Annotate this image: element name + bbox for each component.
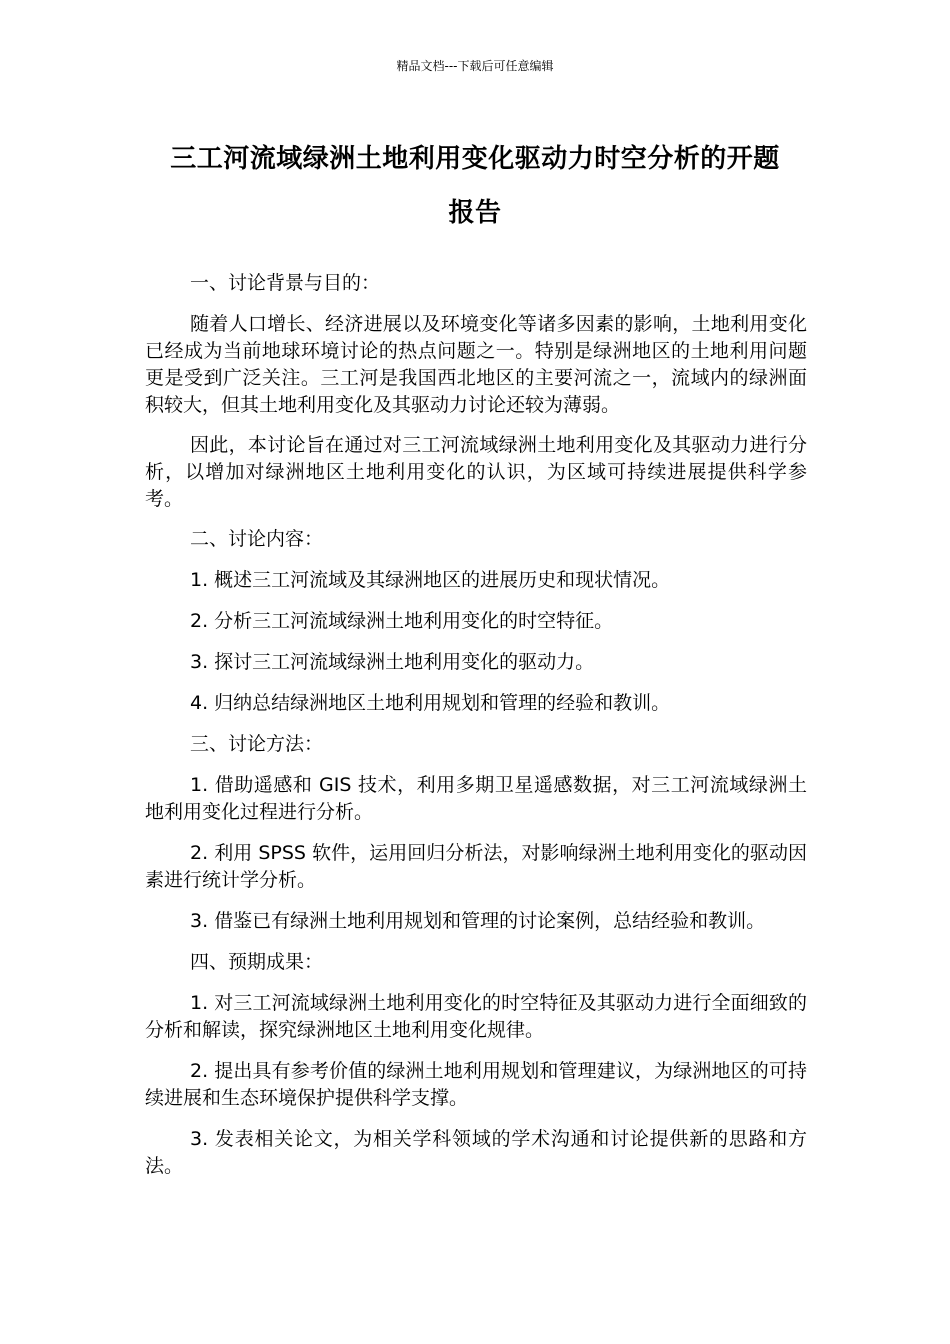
outcome-item: 3. 发表相关论文，为相关学科领域的学术沟通和讨论提供新的思路和方法。 [145,1128,807,1177]
method-item: 2. 利用 SPSS 软件，运用回归分析法，对影响绿洲土地利用变化的驱动因素进行统计学分析。 [145,842,807,891]
section-heading-outcomes: 四、预期成果： [190,951,324,973]
method-item: 1. 借助遥感和 GIS 技术，利用多期卫星遥感数据，对三工河流域绿洲土地利用变化过程进行分析。 [145,774,807,823]
document-title [145,132,805,240]
content-item: 3. 探讨三工河流域绿洲土地利用变化的驱动力。 [190,651,595,673]
section-heading-background: 一、讨论背景与目的： [190,272,381,294]
outcome-item: 1. 对三工河流域绿洲土地利用变化的时空特征及其驱动力进行全面细致的分析和解读，探究绿洲地区土地利用变化规律。 [145,992,807,1041]
page-header: 精品文档---下载后可任意编辑 [396,59,554,73]
content-item: 2. 分析三工河流域绿洲土地利用变化的时空特征。 [190,610,614,632]
background-paragraph: 随着人口增长、经济进展以及环境变化等诸多因素的影响，土地利用变化已经成为当前地球环境讨论的热点问题之一。特别是绿洲地区的土地利用问题更是受到广泛关注。三工河是我国西北地区的主要河流之一，流域内的绿洲面积较大，但其土地利用变化及其驱动力讨论还较为薄弱。 [145,313,807,416]
title-line-1: 三工河流域绿洲土地利用变化驱动力时空分析的开题 [170,144,780,174]
purpose-paragraph: 因此，本讨论旨在通过对三工河流域绿洲土地利用变化及其驱动力进行分析，以增加对绿洲地区土地利用变化的认识，为区域可持续进展提供科学参考。 [145,434,807,510]
content-item: 1. 概述三工河流域及其绿洲地区的进展历史和现状情况。 [190,569,671,591]
content-item: 4. 归纳总结绿洲地区土地利用规划和管理的经验和教训。 [190,692,671,714]
section-heading-methods: 三、讨论方法： [190,733,324,755]
outcome-item: 2. 提出具有参考价值的绿洲土地利用规划和管理建议，为绿洲地区的可持续进展和生态环境保护提供科学支撑。 [145,1060,807,1109]
method-item: 3. 借鉴已有绿洲土地利用规划和管理的讨论案例，总结经验和教训。 [190,910,766,932]
document-body [145,270,807,1194]
title-line-2: 报告 [448,198,502,228]
section-heading-content: 二、讨论内容： [190,528,324,550]
